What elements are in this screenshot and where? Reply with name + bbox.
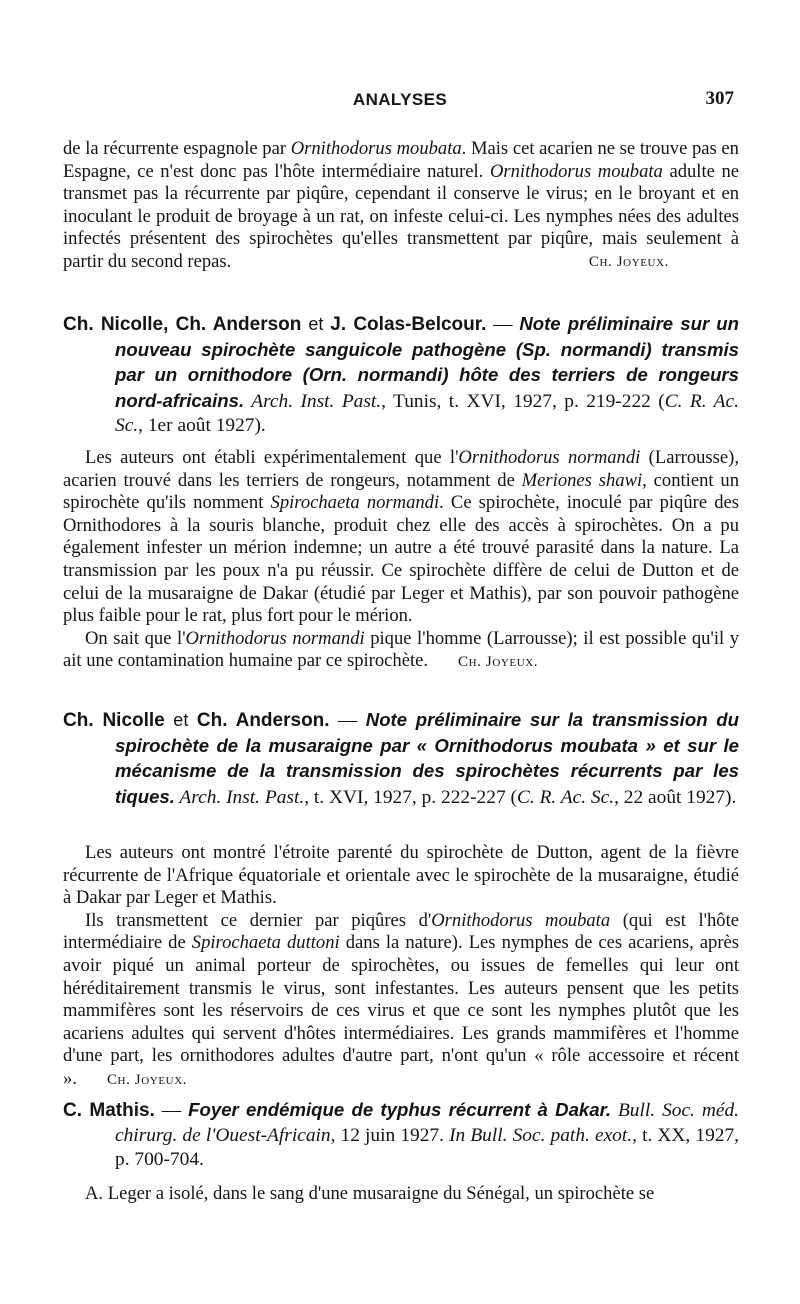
- citation-heading: Ch. Nicolle et Ch. Anderson. — Note préliminaire sur la transmission du spirochète de la musaraigne par « Ornithodorus moubata » et sur le mécanisme de la transmission des spirochètes récurrents par les tiques. Arch. Inst. Past., t. XVI, 1927, p. 222-227 (C. R. Ac. Sc., 22 août 1927).: [63, 709, 739, 808]
- paragraph: On sait que l'Ornithodorus normandi pique l'homme (Larrousse); il est possible qu'il y ait une contamination humaine par ce spirochète. Ch. Joyeux.: [63, 627, 739, 672]
- author: J. Colas-Belcour.: [330, 314, 487, 335]
- review-entry-2-body: [63, 842, 739, 1092]
- review-entry-2: [63, 708, 739, 810]
- journal: Arch. Inst. Past.: [244, 390, 382, 412]
- review-entry-3: [63, 1098, 739, 1173]
- paragraph: Les auteurs ont établi expérimentalement que l'Ornithodorus normandi (Larrousse), acarien trouvé dans les terriers de rongeurs, notamment de Meriones shawi, contient un spirochète qu'ils nomment Spirochaeta normandi. Ce spirochète, inoculé par piqûre des Ornithodores à la souris blanche, produit chez elle des accès à spirochètes. On a pu également infester un mérion indemne; un autre a été trouvé parasité dans la nature. La transmission par les poux n'a pu réussir. Ce spirochète diffère de celui de Dutton et de celui de la musaraigne de Dakar (étudié par Leger et Mathis), par son pouvoir pathogène plus faible pour le rat, plus fort pour le mérion.: [63, 447, 740, 627]
- author: C. Mathis.: [63, 1100, 155, 1121]
- signature: Ch. Joyeux.: [458, 654, 539, 671]
- citation-heading: C. Mathis. — Foyer endémique de typhus récurrent à Dakar. Bull. Soc. méd. chirurg. de l'Ouest-Africain, 12 juin 1927. In Bull. Soc. path. exot., t. XX, 1927, p. 700-704.: [63, 1099, 740, 1170]
- running-header: [0, 86, 800, 116]
- journal: Arch. Inst. Past.: [174, 786, 305, 808]
- journal: Bull. Soc. méd. chirurg. de l'Ouest-Africain: [115, 1100, 740, 1146]
- signature: Ch. Joyeux.: [588, 253, 669, 270]
- author: Ch. Nicolle: [63, 710, 165, 731]
- signature: Ch. Joyeux.: [106, 1071, 188, 1088]
- paragraph: Les auteurs ont montré l'étroite parenté du spirochète de Dutton, agent de la fièvre récurrente de l'Afrique équatoriale et orientale avec le spirochète de la musaraigne, étudié à Dakar par Leger et Mathis.: [63, 842, 739, 909]
- paragraph: Ils transmettent ce dernier par piqûres d'Ornithodorus moubata (qui est l'hôte intermédiaire de Spirochaeta duttoni dans la nature). Les nymphes de ces acariens, après avoir piqué un animal porteur de spirochètes, ou issues de femelles qui leur ont héréditairement transmis le virus, sont infestantes. Les auteurs pensent que les petits mammifères sont les réservoirs de ces virus et que ce sont les nymphes plutôt que les acariens adultes qui servent d'hôtes intermédiaires. Les grands mammifères et l'homme d'une part, les ornithodores adultes d'autre part, n'ont qu'un « rôle accessoire et récent ». Ch. Joyeux.: [63, 909, 740, 1089]
- citation-heading: Ch. Nicolle, Ch. Anderson et J. Colas-Belcour. — Note préliminaire sur un nouveau spirochète sanguicole pathogène (Sp. normandi) transmis par un ornithodore (Orn. normandi) hôte des terriers de rongeurs nord-africains. Arch. Inst. Past., Tunis, t. XVI, 1927, p. 219-222 (C. R. Ac. Sc., 1er août 1927).: [63, 313, 739, 436]
- article-title: Note préliminaire sur la transmission du spirochète de la musaraigne par « Ornithodorus moubata » et sur le mécanisme de la transmission des spirochètes récurrents par les tiques.: [115, 709, 739, 807]
- article-title: Note préliminaire sur un nouveau spirochète sanguicole pathogène (Sp. normandi) transmis par un ornithodore (Orn. normandi) hôte des terriers de rongeurs nord-africains.: [115, 313, 739, 411]
- paragraph: A. Leger a isolé, dans le sang d'une musaraigne du Sénégal, un spirochète se: [85, 1183, 655, 1204]
- running-title: ANALYSES: [352, 90, 448, 109]
- author: Ch. Anderson.: [196, 710, 330, 731]
- page-number: 307: [705, 88, 734, 109]
- article-title: Foyer endémique de typhus récurrent à Dakar.: [188, 1099, 611, 1120]
- review-entry-1: [63, 312, 739, 439]
- review-entry-3-body: [63, 1183, 739, 1206]
- review-entry-1-body: [63, 447, 739, 674]
- paragraph: de la récurrente espagnole par Ornithodorus moubata. Mais cet acarien ne se trouve pas en Espagne, ce n'est donc pas l'hôte intermédiaire naturel. Ornithodorus moubata adulte ne transmet pas la récurrente par piqûre, cependant il conserve le virus; en le broyant et en inoculant le produit de broyage à un rat, on infeste celui-ci. Les nymphes nées des adultes infectés présentent des spirochètes qu'elles transmettent par piqûre, mais seulement à partir du second repas. Ch. Joyeux.: [63, 138, 740, 272]
- author: Ch. Nicolle, Ch. Anderson: [63, 314, 302, 335]
- continuation-paragraph: [63, 138, 739, 274]
